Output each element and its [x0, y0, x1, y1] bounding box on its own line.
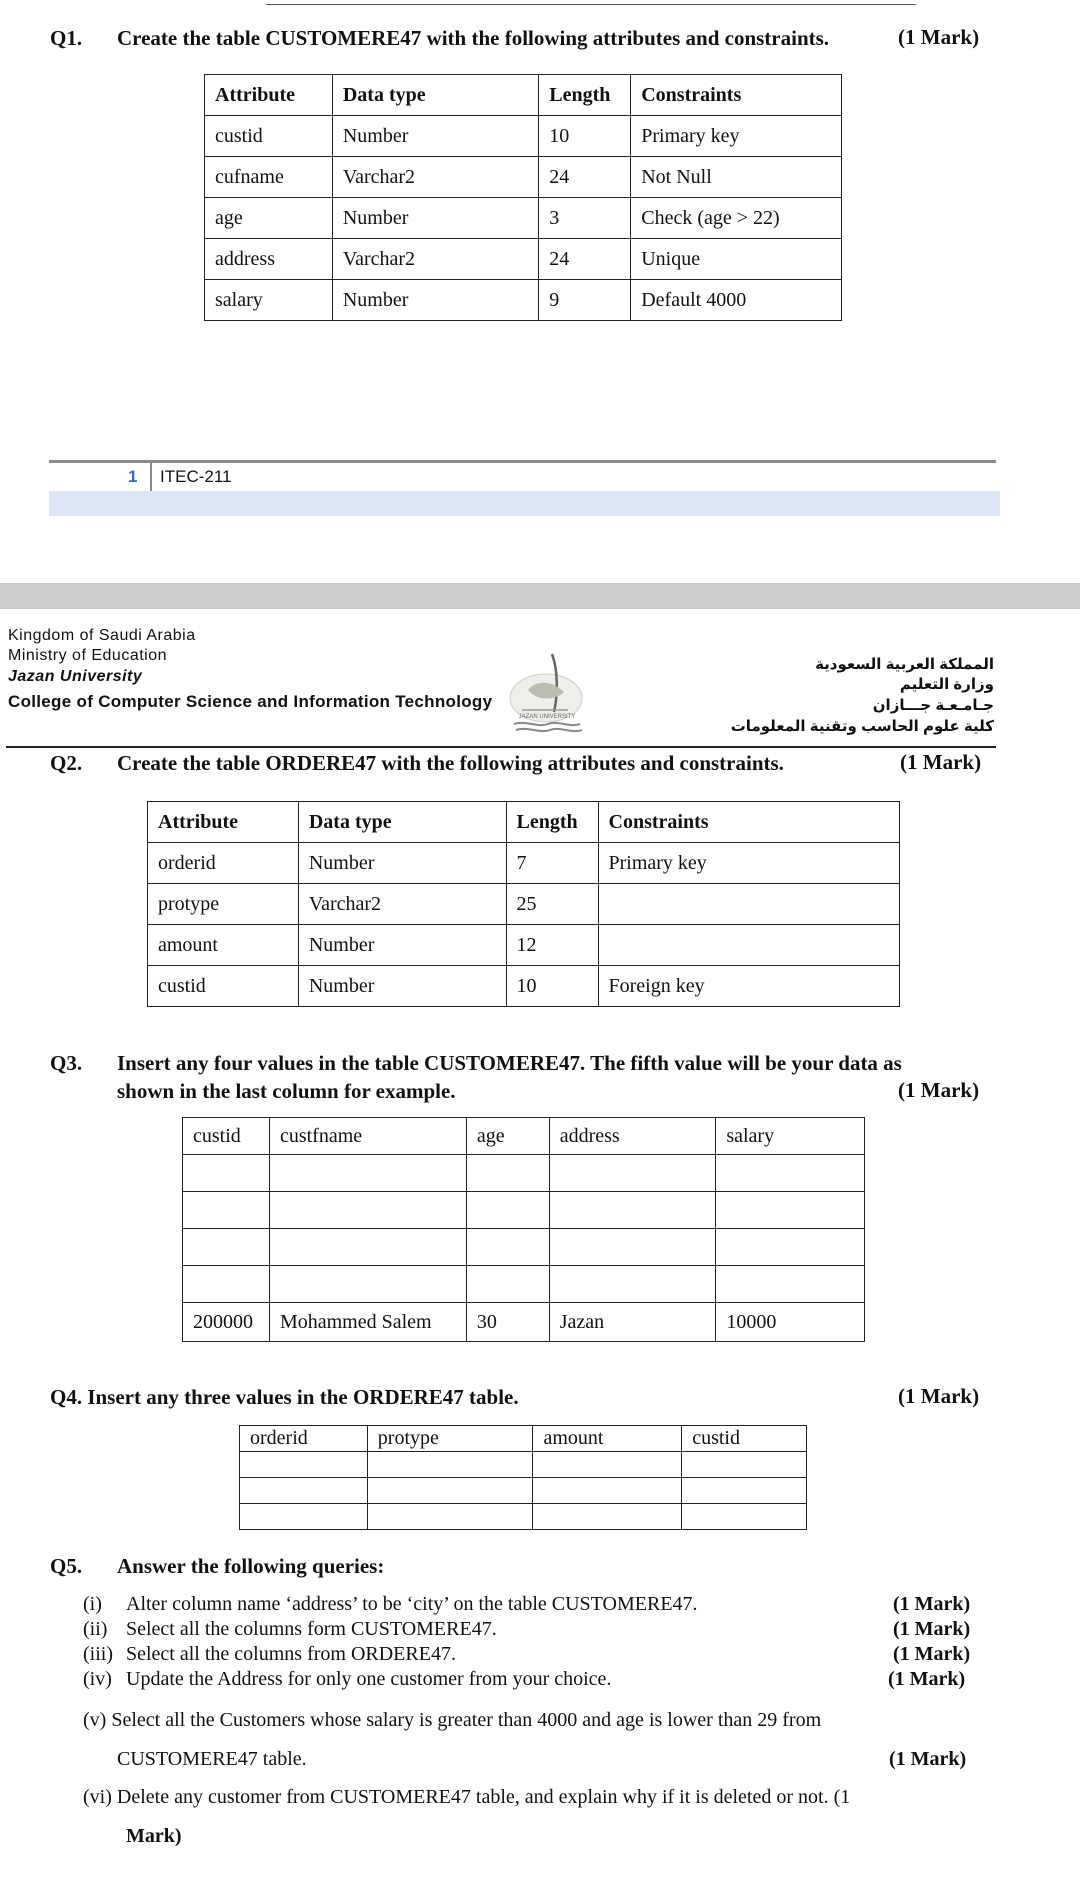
q2-mark: (1 Mark) [900, 750, 982, 774]
table-cell [466, 1192, 549, 1229]
table-cell: Unique [631, 239, 842, 280]
table-cell [533, 1478, 682, 1504]
table-cell [598, 884, 900, 925]
table-header-row [205, 75, 842, 116]
table-row [148, 884, 900, 925]
table-cell [269, 1155, 466, 1192]
table-cell: 7 [506, 843, 598, 884]
table-cell [367, 1478, 533, 1504]
table-row [148, 966, 900, 1007]
table-cell: Number [332, 280, 538, 321]
header-cell: Attribute [148, 802, 299, 843]
table-cell [533, 1504, 682, 1530]
table-cell [549, 1155, 716, 1192]
header-country-ar: المملكة العربية السعودية [815, 656, 994, 673]
q3-text-line1: Insert any four values in the table CUSTOMERE47. The fifth value will be your data as [117, 1051, 902, 1075]
table-row [183, 1192, 865, 1229]
q2-text: Create the table ORDERE47 with the following attributes and constraints. [117, 751, 784, 775]
table-cell: salary [205, 280, 333, 321]
table-cell: address [205, 239, 333, 280]
q5-item-text: Select all the columns from ORDERE47. [126, 1643, 456, 1665]
header-cell: custid [183, 1118, 270, 1155]
q1-table [204, 74, 842, 321]
table-cell [367, 1452, 533, 1478]
table-row [240, 1478, 807, 1504]
q1-text: Create the table CUSTOMERE47 with the following attributes and constraints. [117, 26, 830, 50]
q5-item-label: (iii) [83, 1643, 113, 1665]
header-cell: amount [533, 1426, 682, 1452]
table-cell [533, 1452, 682, 1478]
header-rule [6, 746, 996, 748]
table-row [183, 1266, 865, 1303]
table-cell: 12 [506, 925, 598, 966]
header-ministry: Ministry of Education [8, 647, 168, 664]
header-college-ar: كلية علوم الحاسب وتقنية المعلومات [730, 718, 994, 735]
logo-text: JAZAN UNIVERSITY [518, 714, 576, 720]
table-cell: 10000 [716, 1303, 865, 1342]
table-cell [183, 1229, 270, 1266]
q2-table [147, 801, 900, 1007]
q5-v-line2: CUSTOMERE47 table. [117, 1748, 307, 1770]
footer-rule [49, 460, 996, 463]
header-cell: Length [539, 75, 631, 116]
table-cell: cufname [205, 157, 333, 198]
table-cell [183, 1155, 270, 1192]
table-cell [269, 1229, 466, 1266]
table-cell [682, 1504, 807, 1530]
header-cell: Constraints [598, 802, 900, 843]
table-cell [716, 1155, 865, 1192]
table-cell [269, 1266, 466, 1303]
table-cell: custid [205, 116, 333, 157]
table-cell: Check (age > 22) [631, 198, 842, 239]
table-cell: amount [148, 925, 299, 966]
table-cell: 10 [539, 116, 631, 157]
table-cell: Default 4000 [631, 280, 842, 321]
table-cell [682, 1478, 807, 1504]
q5-text: Answer the following queries: [117, 1554, 385, 1578]
table-cell [240, 1504, 368, 1530]
q3-text-line2: shown in the last column for example. [117, 1079, 456, 1103]
table-cell: orderid [148, 843, 299, 884]
q3-mark: (1 Mark) [898, 1078, 980, 1102]
top-rule [266, 4, 916, 5]
table-cell: 3 [539, 198, 631, 239]
table-cell: custid [148, 966, 299, 1007]
footer-course: ITEC-211 [160, 467, 232, 486]
university-logo [508, 650, 586, 736]
q4-text: Q4. Insert any three values in the ORDERE47 table. [50, 1385, 519, 1409]
table-cell: Primary key [598, 843, 900, 884]
table-row [183, 1229, 865, 1266]
q1-mark: (1 Mark) [898, 25, 980, 49]
table-cell [716, 1229, 865, 1266]
table-cell [549, 1192, 716, 1229]
q2-number: Q2. [50, 751, 83, 775]
table-row [205, 239, 842, 280]
q5-item-label: (ii) [83, 1618, 108, 1640]
table-row [205, 116, 842, 157]
header-ministry-ar: وزارة التعليم [899, 676, 994, 693]
header-cell: Data type [332, 75, 538, 116]
page-break [0, 583, 1080, 609]
table-cell [549, 1229, 716, 1266]
q3-number: Q3. [50, 1051, 83, 1075]
q5-number: Q5. [50, 1554, 83, 1578]
table-header-row [183, 1118, 865, 1155]
table-cell: 24 [539, 239, 631, 280]
q5-vi-line2: Mark) [126, 1825, 182, 1847]
table-cell: protype [148, 884, 299, 925]
q5-vi-line1: (vi) Delete any customer from CUSTOMERE47 table, and explain why if it is deleted or not. (1 [83, 1786, 851, 1808]
table-cell: Number [298, 966, 506, 1007]
table-cell: 200000 [183, 1303, 270, 1342]
q1-number: Q1. [50, 26, 83, 50]
table-cell [549, 1266, 716, 1303]
table-cell: Varchar2 [332, 239, 538, 280]
q5-v-mark: (1 Mark) [889, 1748, 967, 1770]
header-cell: Constraints [631, 75, 842, 116]
table-row [205, 280, 842, 321]
table-cell: Varchar2 [298, 884, 506, 925]
table-cell: 9 [539, 280, 631, 321]
table-cell [240, 1452, 368, 1478]
footer-page-number: 1 [128, 467, 138, 486]
table-cell [183, 1192, 270, 1229]
table-row [240, 1452, 807, 1478]
table-row [148, 843, 900, 884]
header-cell: address [549, 1118, 716, 1155]
header-country: Kingdom of Saudi Arabia [8, 627, 196, 644]
table-row [205, 198, 842, 239]
footer-divider [150, 462, 152, 492]
q5-item-text: Alter column name ‘address’ to be ‘city’ on the table CUSTOMERE47. [126, 1593, 698, 1615]
header-cell: age [466, 1118, 549, 1155]
table-cell [367, 1504, 533, 1530]
q5-item-label: (iv) [83, 1668, 112, 1690]
table-cell: 25 [506, 884, 598, 925]
table-header-row [148, 802, 900, 843]
header-cell: custfname [269, 1118, 466, 1155]
q3-table [182, 1117, 865, 1342]
table-cell: Foreign key [598, 966, 900, 1007]
table-cell: age [205, 198, 333, 239]
table-header-row [240, 1426, 807, 1452]
table-cell: Primary key [631, 116, 842, 157]
q4-mark: (1 Mark) [898, 1384, 980, 1408]
header-university-ar: جـامـعـة جـــازان [872, 697, 994, 714]
q5-item-text: Select all the columns form CUSTOMERE47. [126, 1618, 497, 1640]
table-cell: 10 [506, 966, 598, 1007]
table-cell: 24 [539, 157, 631, 198]
q5-item-mark: (1 Mark) [893, 1618, 971, 1640]
table-cell [466, 1266, 549, 1303]
table-row [183, 1303, 865, 1342]
table-cell [466, 1229, 549, 1266]
table-cell [682, 1452, 807, 1478]
q5-item-mark: (1 Mark) [893, 1593, 971, 1615]
table-cell [716, 1192, 865, 1229]
q5-item-label: (i) [83, 1593, 102, 1615]
table-cell: Number [298, 925, 506, 966]
header-cell: custid [682, 1426, 807, 1452]
footer-band [49, 491, 1000, 516]
header-cell: protype [367, 1426, 533, 1452]
header-university: Jazan University [8, 668, 143, 685]
header-cell: orderid [240, 1426, 368, 1452]
header-cell: salary [716, 1118, 865, 1155]
table-cell [716, 1266, 865, 1303]
q5-v-line1: (v) Select all the Customers whose salary is greater than 4000 and age is lower than 29 from [83, 1709, 822, 1731]
table-row [183, 1155, 865, 1192]
table-cell [183, 1266, 270, 1303]
table-cell [598, 925, 900, 966]
q5-item-mark: (1 Mark) [893, 1643, 971, 1665]
header-cell: Length [506, 802, 598, 843]
header-cell: Attribute [205, 75, 333, 116]
table-cell: Number [332, 116, 538, 157]
q5-item-mark: (1 Mark) [888, 1668, 966, 1690]
table-cell: Mohammed Salem [269, 1303, 466, 1342]
table-cell: Not Null [631, 157, 842, 198]
table-cell: 30 [466, 1303, 549, 1342]
header-college: College of Computer Science and Information Technology [8, 692, 493, 711]
table-cell: Number [298, 843, 506, 884]
table-cell: Number [332, 198, 538, 239]
table-row [148, 925, 900, 966]
table-row [240, 1504, 807, 1530]
table-cell: Varchar2 [332, 157, 538, 198]
q5-item-text: Update the Address for only one customer from your choice. [126, 1668, 612, 1690]
table-row [205, 157, 842, 198]
q4-table [239, 1425, 807, 1530]
table-cell: Jazan [549, 1303, 716, 1342]
table-cell [269, 1192, 466, 1229]
header-cell: Data type [298, 802, 506, 843]
table-cell [240, 1478, 368, 1504]
table-cell [466, 1155, 549, 1192]
